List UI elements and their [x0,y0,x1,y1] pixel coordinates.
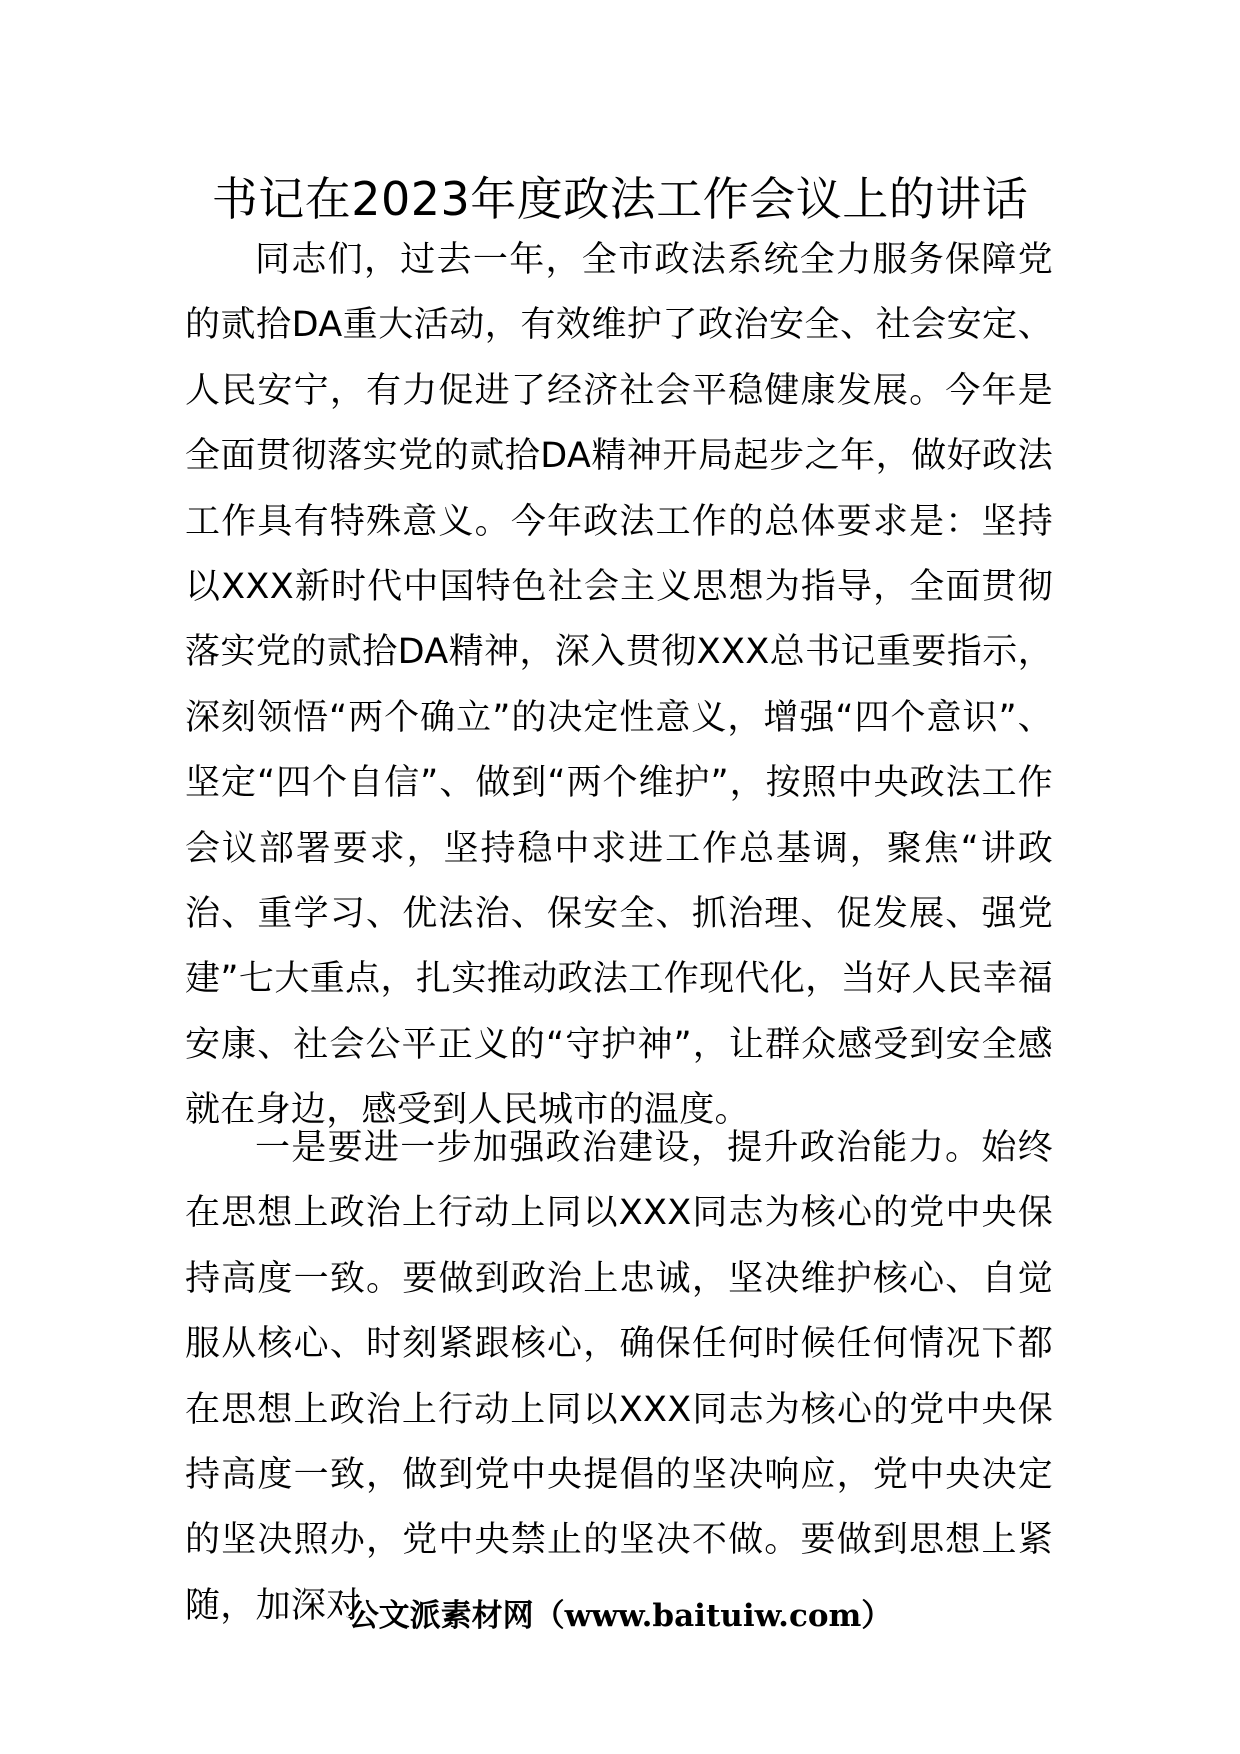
paragraph-1: 同志们，过去一年，全市政法系统全力服务保障党的贰拾DA重大活动，有效维护了政治安全、社会安定、人民安宁，有力促进了经济社会平稳健康发展。今年是全面贯彻落实党的贰拾DA精神开局起步之年，做好政法工作具有特殊意义。今年政法工作的总体要求是：坚持以XXX新时代中国特色社会主义思想为指导，全面贯彻落实党的贰拾DA精神，深入贯彻XXX总书记重要指示，深刻领悟“两个确立”的决定性意义，增强“四个意识”、坚定“四个自信”、做到“两个维护”，按照中央政法工作会议部署要求，坚持稳中求进工作总基调，聚焦“讲政治、重学习、优法治、保安全、抓治理、促发展、强党建”七大重点，扎实推动政法工作现代化，当好人民幸福安康、社会公平正义的“守护神”，让群众感受到安全感就在身边，感受到人民城市的温度。 [185,240,1053,1131]
footer-watermark: 公文派素材网（www.baituiw.com） [347,1598,893,1634]
paragraph-2: 一是要进一步加强政治建设，提升政治能力。始终在思想上政治上行动上同以XXX同志为核心的党中央保持高度一致。要做到政治上忠诚，坚决维护核心、自觉服从核心、时刻紧跟核心，确保任何时候任何情况下都在思想上政治上行动上同以XXX同志为核心的党中央保持高度一致，做到党中央提倡的坚决响应，党中央决定的坚决照办，党中央禁止的坚决不做。要做到思想上紧随，加深对 [185,1128,1053,1626]
document-title: 书记在2023年度政法工作会议上的讲话 [211,172,1029,226]
